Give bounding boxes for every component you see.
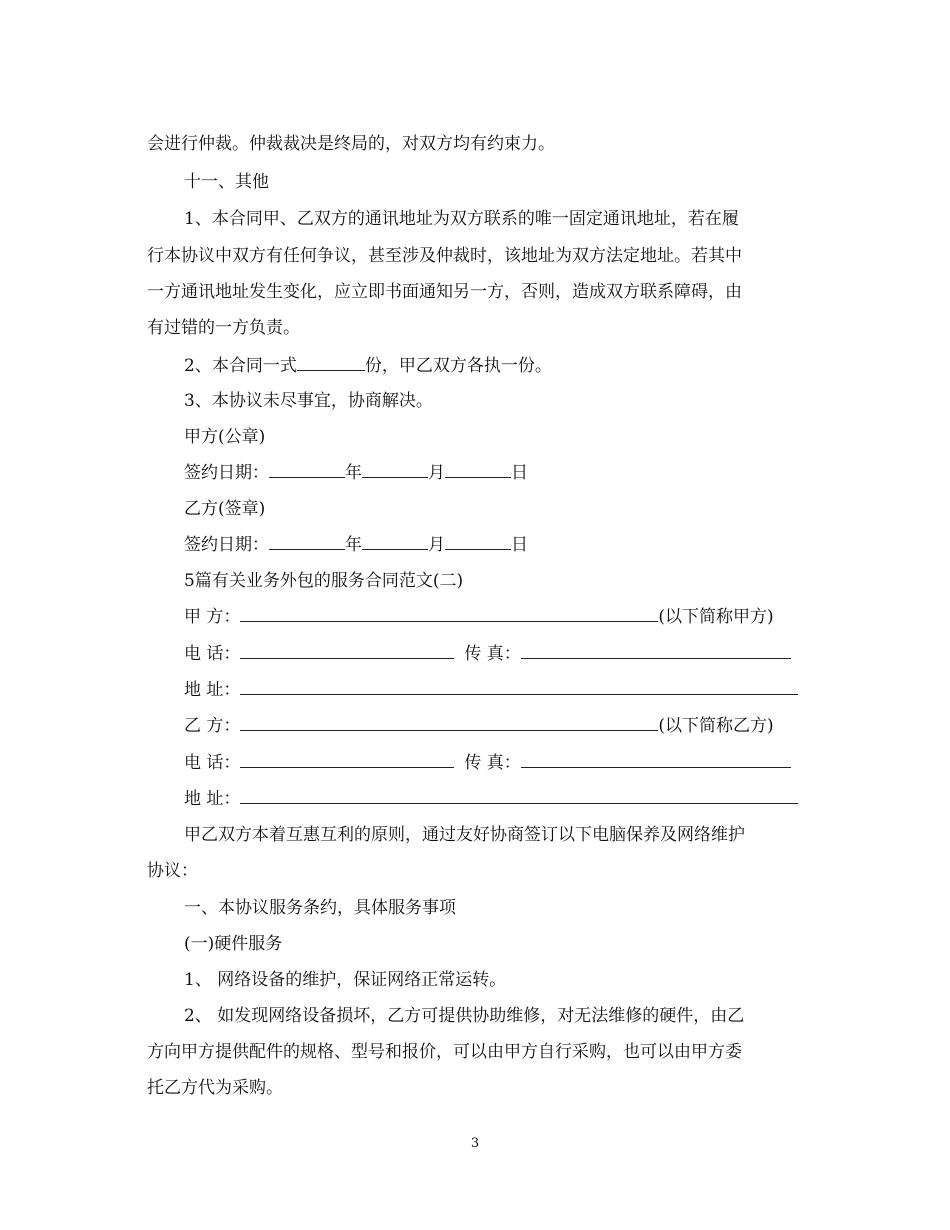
copies-label: 2、本合同一式 [184,356,297,376]
blank-line [240,642,454,659]
blank-line [269,461,345,478]
sign-date-line [184,461,528,485]
party-a-address-line [184,678,798,702]
party-b-address-line [184,787,798,811]
paragraph-line: 3、本协议未尽事宜，协商解决。 [184,391,433,411]
paragraph-line: 甲乙双方本着互惠互利的原则，通过友好协商签订以下电脑保养及网络维护 [184,825,745,845]
paragraph-line: 1、 网络设备的维护，保证网络正常运转。 [184,970,507,990]
subsection-heading: (一)硬件服务 [184,934,283,954]
blank-line [240,787,798,804]
paragraph-line: 有过错的一方负责。 [147,318,300,338]
blank-line [297,354,365,371]
party-a-seal: 甲方(公章) [184,427,266,447]
contract-subtitle: 5篇有关业务外包的服务合同范文(二) [184,571,464,591]
party-b-abbr: (以下简称乙方) [658,716,774,736]
blank-line [445,461,511,478]
page-number: 3 [470,1136,480,1151]
section-heading: 一、本协议服务条约，具体服务事项 [184,898,456,918]
blank-line [240,678,798,695]
blank-line [362,461,428,478]
address-label: 地 址： [184,680,241,700]
party-a-label: 甲 方： [184,607,241,627]
section-heading: 十一、其他 [184,172,269,192]
paragraph-line: 会进行仲裁。仲裁裁决是终局的，对双方均有约束力。 [147,134,555,154]
blank-line [240,751,454,768]
blank-line [240,714,658,731]
party-b-line [184,714,774,738]
sign-date-line [184,533,528,557]
party-a-line [184,605,774,629]
blank-line [521,751,791,768]
party-a-abbr: (以下简称甲方) [658,607,774,627]
party-b-seal: 乙方(签章) [184,499,266,519]
paragraph-line: 1、本合同甲、乙双方的通讯地址为双方联系的唯一固定通讯地址，若在履 [184,209,739,229]
fax-label: 传 真： [464,753,521,773]
sign-date-label: 签约日期： [184,535,269,555]
paragraph-line: 协议： [147,861,198,881]
blank-line [362,533,428,550]
copies-tail: 份，甲乙双方各执一份。 [364,356,552,376]
blank-line [445,533,511,550]
month-label: 月 [428,535,445,555]
phone-label: 电 话： [184,753,241,773]
year-label: 年 [345,463,362,483]
day-label: 日 [511,463,528,483]
party-b-phone-fax-line [184,751,791,775]
sign-date-label: 签约日期： [184,463,269,483]
paragraph-line: 方向甲方提供配件的规格、型号和报价，可以由甲方自行采购，也可以由甲方委 [147,1042,742,1062]
paragraph-line: 一方通讯地址发生变化，应立即书面通知另一方，否则，造成双方联系障碍，由 [147,282,742,302]
copies-line [184,354,552,378]
paragraph-line: 托乙方代为采购。 [147,1078,283,1098]
paragraph-line: 行本协议中双方有任何争议，甚至涉及仲裁时，该地址为双方法定地址。若其中 [147,246,742,266]
year-label: 年 [345,535,362,555]
blank-line [269,533,345,550]
fax-label: 传 真： [464,644,521,664]
phone-label: 电 话： [184,644,241,664]
month-label: 月 [428,463,445,483]
party-b-label: 乙 方： [184,716,241,736]
paragraph-line: 2、 如发现网络设备损坏，乙方可提供协助维修，对无法维修的硬件，由乙 [184,1006,745,1026]
party-a-phone-fax-line [184,642,791,666]
address-label: 地 址： [184,789,241,809]
blank-line [240,605,658,622]
blank-line [521,642,791,659]
day-label: 日 [511,535,528,555]
